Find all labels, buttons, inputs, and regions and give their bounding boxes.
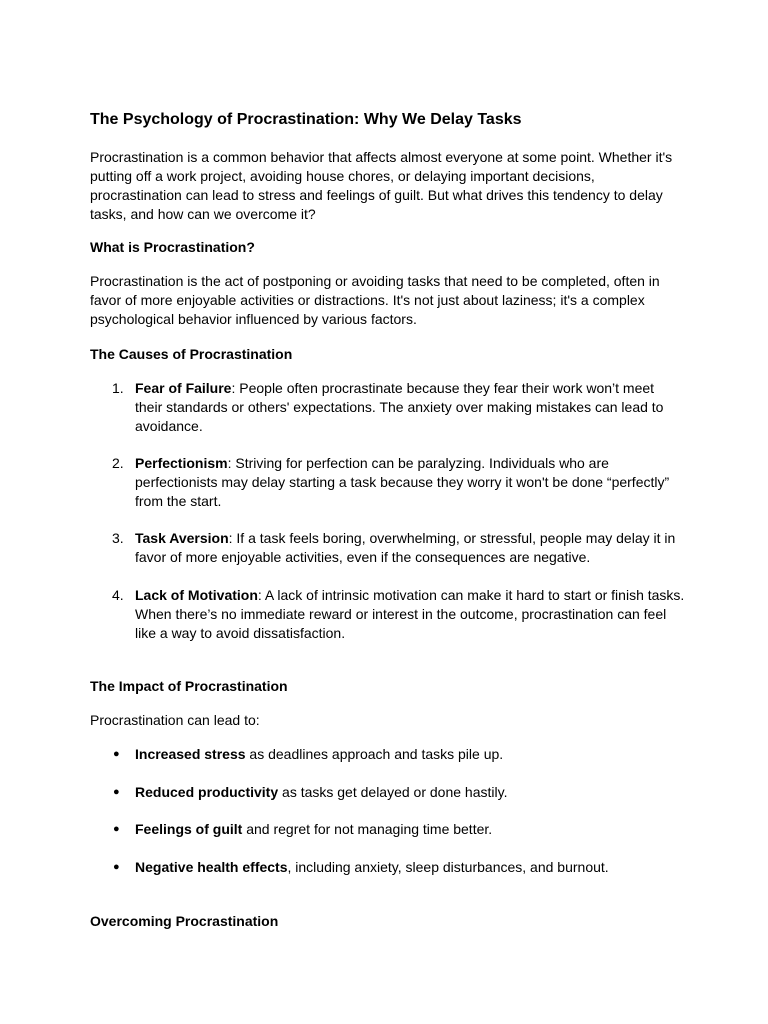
list-item-term: Feelings of guilt	[135, 821, 243, 837]
bullet-icon: ●	[113, 786, 120, 798]
bullet-icon: ●	[113, 823, 120, 835]
list-item-description: : People often procrastinate because they fear their work won’t meet their standards or others' expectations. The anxiety over making mistakes can lead to avoidance.	[135, 380, 664, 434]
list-item-term: Lack of Motivation	[135, 587, 258, 603]
bullet-icon: ●	[113, 748, 120, 760]
list-item-description: : A lack of intrinsic motivation can make it hard to start or finish tasks. When there’s no immediate reward or interest in the outcome, procrastination can feel like a way to avoid dissatisfaction.	[135, 587, 685, 641]
list-item-text	[135, 586, 685, 643]
list-item-text	[135, 529, 685, 567]
document-page	[90, 0, 690, 1024]
list-item-text	[135, 783, 685, 802]
list-item-description: : Striving for perfection can be paralyzing. Individuals who are perfectionists may delay starting a task because they worry it won't be done “perfectly” from the start.	[135, 455, 670, 509]
heading-impact: The Impact of Procrastination	[90, 678, 288, 694]
list-item-term: Increased stress	[135, 746, 246, 762]
heading-overcoming: Overcoming Procrastination	[90, 913, 279, 929]
list-item-term: Negative health effects	[135, 859, 288, 875]
list-item-text	[135, 454, 685, 511]
list-item-description: : If a task feels boring, overwhelming, or stressful, people may delay it in favor of more enjoyable activities, even if the consequences are negative.	[135, 530, 676, 565]
list-item-description: as deadlines approach and tasks pile up.	[245, 746, 504, 762]
list-item-text	[135, 379, 685, 436]
list-number: 3.	[112, 530, 124, 546]
bullet-icon: ●	[113, 861, 120, 873]
list-item-term: Fear of Failure	[135, 380, 232, 396]
list-item-term: Perfectionism	[135, 455, 228, 471]
impact-lead: Procrastination can lead to:	[90, 712, 260, 728]
what-paragraph: Procrastination is the act of postponing or avoiding tasks that need to be completed, often in favor of more enjoyable activities or distractions. It's not just about laziness; it's a complex psychological behavior influenced by various factors.	[90, 273, 660, 327]
list-item-description: , including anxiety, sleep disturbances, and burnout.	[287, 859, 609, 875]
list-item-description: and regret for not managing time better.	[242, 821, 493, 837]
list-item-text	[135, 820, 685, 839]
list-item-term: Task Aversion	[135, 530, 229, 546]
list-number: 1.	[112, 380, 124, 396]
list-item-term: Reduced productivity	[135, 784, 279, 800]
heading-causes: The Causes of Procrastination	[90, 346, 293, 362]
heading-what-is-procrastination: What is Procrastination?	[90, 239, 255, 255]
document-title: The Psychology of Procrastination: Why We Delay Tasks	[90, 111, 522, 128]
list-number: 4.	[112, 587, 124, 603]
list-item-text	[135, 745, 685, 764]
list-item-description: as tasks get delayed or done hastily.	[278, 784, 508, 800]
intro-paragraph: Procrastination is a common behavior that affects almost everyone at some point. Whether it's putting off a work project, avoiding house chores, or delaying important decisions, procrastination can lead to stress and feelings of guilt. But what drives this tendency to delay tasks, and how can we overcome it?	[90, 149, 673, 222]
list-item-text	[135, 858, 685, 877]
list-number: 2.	[112, 455, 124, 471]
